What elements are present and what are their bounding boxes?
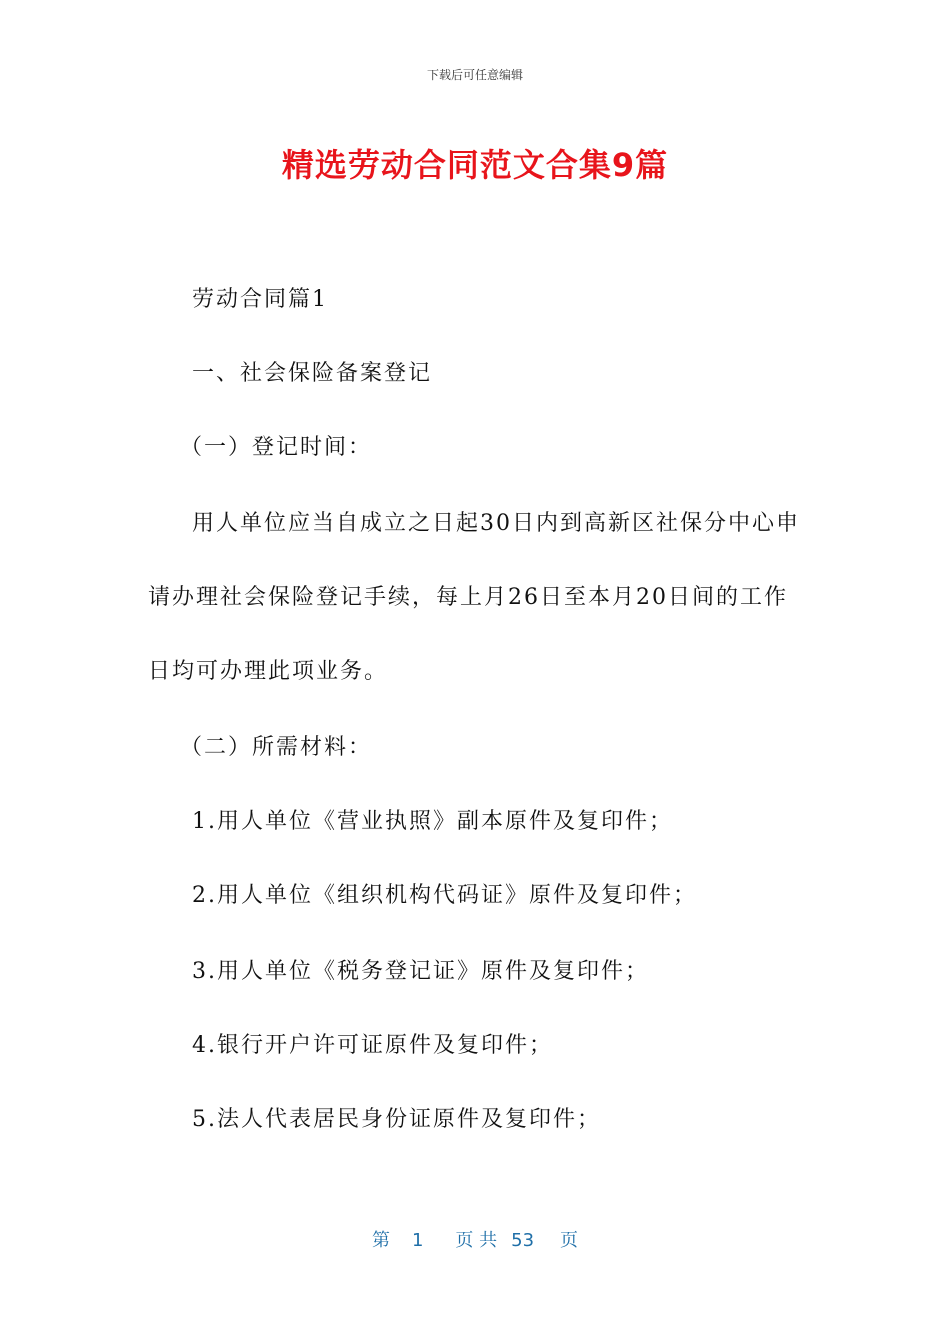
item-heading: （一）登记时间：: [180, 435, 373, 460]
header-note: 下载后可任意编辑: [426, 68, 523, 82]
current-page-number: 1: [411, 1230, 424, 1251]
paragraph-line: 请办理社会保险登记手续，每上月26日至本月20日间的工作: [148, 585, 788, 610]
paragraph-line: 用人单位应当自成立之日起30日内到高新区社保分中心申: [192, 511, 800, 536]
list-item: 4.银行开户许可证原件及复印件；: [192, 1033, 553, 1058]
footer-suffix: 页: [560, 1230, 579, 1251]
footer-middle: 页 共: [455, 1230, 498, 1251]
page-footer: [0, 1226, 950, 1252]
list-item: 3.用人单位《税务登记证》原件及复印件；: [192, 959, 649, 984]
paragraph-line: 日均可办理此项业务。: [148, 659, 389, 684]
document-title: 精选劳动合同范文合集9篇: [281, 146, 669, 184]
list-item: 5.法人代表居民身份证原件及复印件；: [192, 1107, 601, 1132]
list-item: 1.用人单位《营业执照》副本原件及复印件；: [192, 809, 673, 834]
footer-prefix: 第: [371, 1230, 390, 1251]
total-pages-number: 53: [511, 1230, 535, 1251]
list-item: 2.用人单位《组织机构代码证》原件及复印件；: [192, 883, 697, 908]
subsection-heading: 一、社会保险备案登记: [192, 361, 433, 386]
section-heading: 劳动合同篇1: [192, 287, 328, 312]
item-heading: （二）所需材料：: [180, 735, 373, 760]
